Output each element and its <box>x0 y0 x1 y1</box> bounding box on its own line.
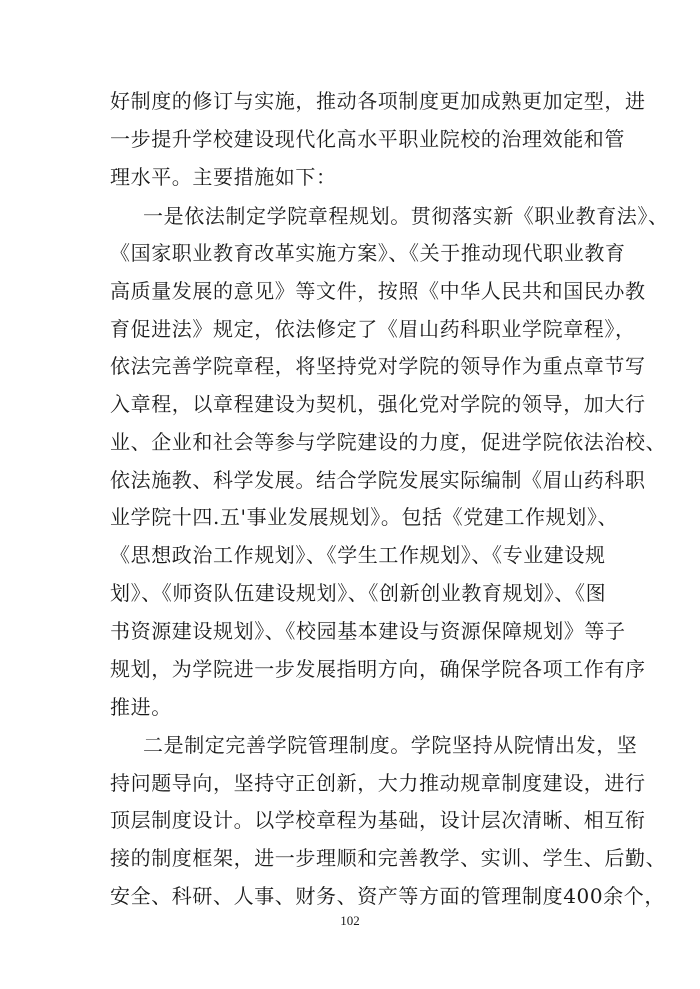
text-line: 接的制度框架，进一步理顺和完善教学、实训、学生、后勤、 <box>110 846 667 870</box>
text-line: 《思想政治工作规划》、《学生工作规划》、《专业建设规 <box>110 543 606 567</box>
paragraph-2-first-line: 二是制定完善学院管理制度。学院坚持从院情出发，坚 <box>143 733 638 757</box>
paragraph-1-first-line: 一是依法制定学院章程规划。贯彻落实新《职业教育法》、 <box>143 204 669 228</box>
text-line: 推进。 <box>110 695 172 719</box>
text-line: 高质量发展的意见》等文件，按照《中华人民共和国民办教 <box>110 279 646 303</box>
text-line: 持问题导向，坚持守正创新，大力推动规章制度建设，进行 <box>110 771 646 795</box>
text-line: 划》、《师资队伍建设规划》、《创新创业教育规划》、《图 <box>110 581 607 605</box>
page-number: 102 <box>340 913 360 928</box>
text-line: 规划，为学院进一步发展指明方向，确保学院各项工作有序 <box>110 657 646 681</box>
text-line: 业、企业和社会等参与学院建设的力度，促进学院依法治校、 <box>110 430 667 454</box>
text-line: 书资源建设规划》、《校园基本建设与资源保障规划》等子 <box>110 619 626 643</box>
text-line: 入章程，以章程建设为契机，强化党对学院的领导，加大行 <box>110 392 646 416</box>
text-line: 依法施教、科学发展。结合学院发展实际编制《眉山药科职 <box>110 468 646 492</box>
text-line: 育促进法》规定，依法修定了《眉山药科职业学院章程》， <box>110 317 636 341</box>
text-line: 业学院十四.五'事业发展规划》。包括《党建工作规划》、 <box>110 505 619 529</box>
text-line: 依法完善学院章程，将坚持党对学院的领导作为重点章节写 <box>110 354 646 378</box>
text-line: 安全、科研、人事、财务、资产等方面的管理制度400余个， <box>110 884 665 908</box>
text-line: 理水平。主要措施如下： <box>110 165 337 189</box>
text-line: 好制度的修订与实施，推动各项制度更加成熟更加定型，进 <box>110 89 646 113</box>
text-line: 顶层制度设计。以学校章程为基础，设计层次清晰、相互衔 <box>110 808 646 832</box>
text-line: 《国家职业教育改革实施方案》、《关于推动现代职业教育 <box>110 241 626 265</box>
text-line: 一步提升学校建设现代化高水平职业院校的治理效能和管 <box>110 127 625 151</box>
